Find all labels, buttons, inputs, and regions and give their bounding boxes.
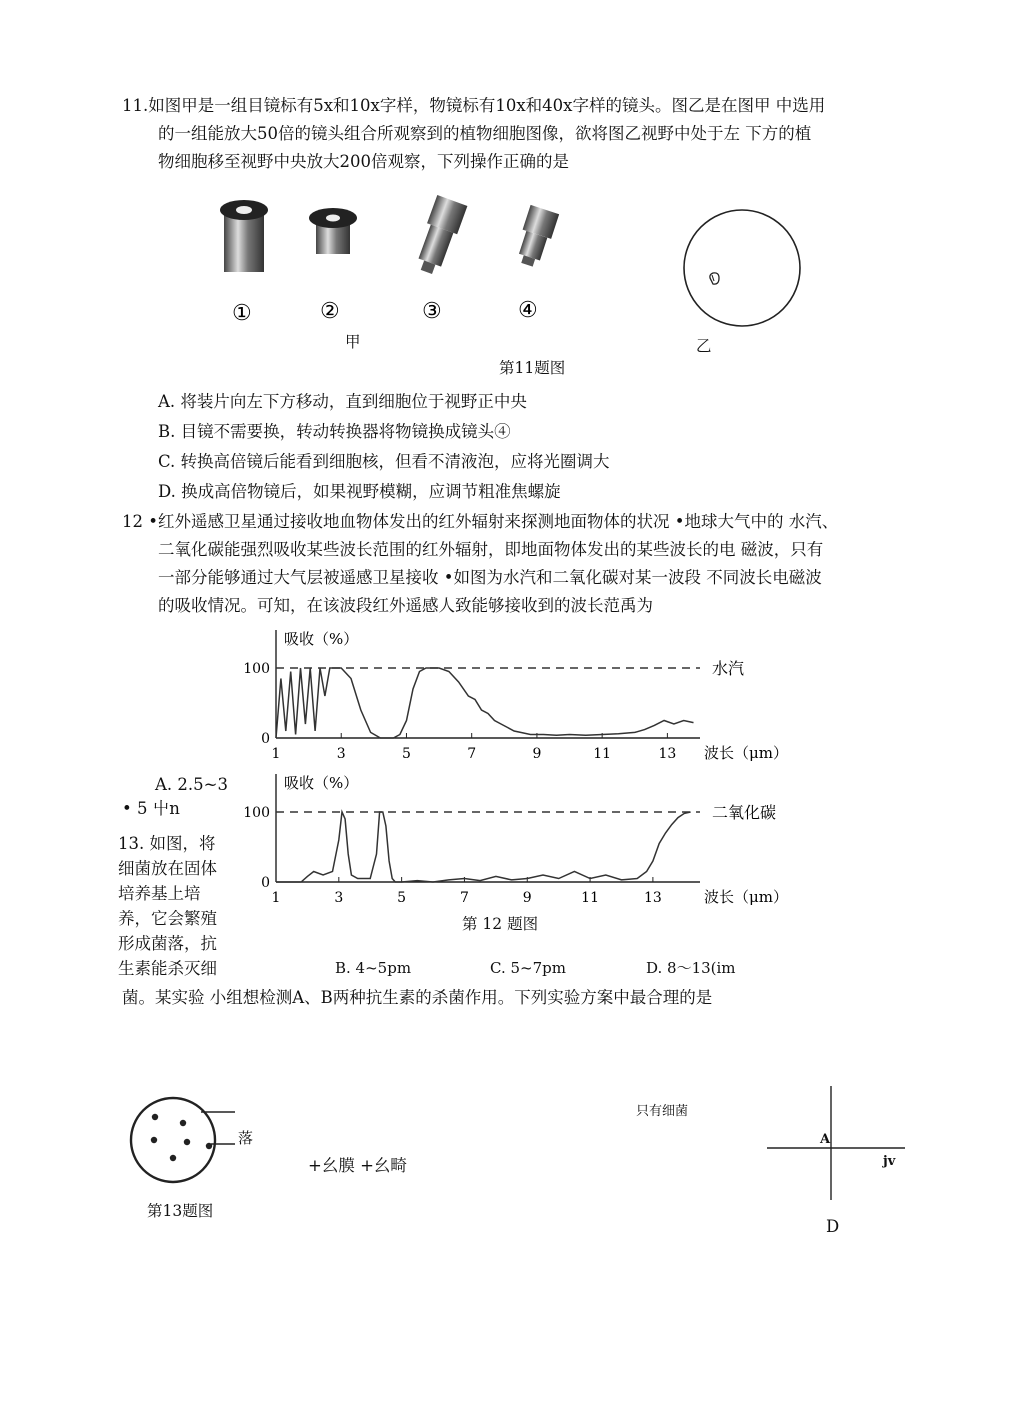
- q12-line-1: 12 •红外遥感卫星通过接收地血物体发出的红外辐射来探测地面物体的状况 •地球大气中的 水汽、: [122, 512, 839, 531]
- q11-option-d: D. 换成高倍物镜后，如果视野模糊，应调节粗准焦螺旋: [158, 482, 561, 501]
- x-tick-label: 3: [334, 890, 344, 906]
- series-annotation: 二氧化碳: [712, 803, 777, 822]
- x-tick-label: 1: [271, 746, 281, 762]
- q13-line-4: 养，它会繁殖: [118, 909, 217, 928]
- label-jia: 甲: [345, 333, 361, 351]
- only-bacteria-label: 只有细菌: [636, 1104, 689, 1119]
- lens-label-1: ①: [232, 301, 252, 326]
- option-d-label-d: D: [826, 1217, 840, 1236]
- lens-label-4: ④: [518, 298, 538, 323]
- series-annotation: 水汽: [712, 659, 745, 678]
- y-axis-label: 吸收（%）: [284, 774, 359, 792]
- q13-plus-text: +幺膜 +幺畸: [308, 1156, 407, 1175]
- q11-option-a: A. 将装片向左下方移动，直到细胞位于视野正中央: [158, 392, 527, 411]
- q13-line-1: 13. 如图，将: [118, 834, 216, 853]
- q11-view-figure: [680, 200, 810, 340]
- q13-line-2: 细菌放在固体: [118, 859, 217, 878]
- co2-chart: [230, 768, 810, 918]
- series-line-co2: [276, 812, 691, 882]
- series-line-water-vapor: [276, 668, 694, 738]
- colony-dot-icon: [170, 1155, 176, 1161]
- q13-caption: 第13题图: [147, 1202, 214, 1220]
- option-d-label-a: A: [820, 1132, 831, 1147]
- lens-2-eyepiece-icon: [309, 208, 357, 254]
- x-tick-label: 11: [593, 746, 612, 762]
- colony-dot-icon: [151, 1137, 157, 1143]
- lens-3-objective-icon: [411, 195, 467, 277]
- colony-dot-icon: [180, 1120, 186, 1126]
- x-tick-label: 7: [467, 746, 477, 762]
- colony-dot-icon: [184, 1139, 190, 1145]
- lens-1-eyepiece-icon: [220, 200, 268, 272]
- lens-4-objective-icon: [513, 205, 559, 269]
- q12-caption: 第 12 题图: [462, 915, 539, 933]
- q12-option-b: B. 4~5pm: [335, 959, 412, 977]
- petri-dish-icon: [131, 1098, 215, 1182]
- x-axis-label: 波长（μm）: [704, 744, 788, 762]
- y-tick-label: 100: [243, 805, 270, 821]
- y-tick-label: 0: [261, 731, 270, 747]
- colony-dot-icon: [152, 1114, 158, 1120]
- q11-option-b: B. 目镜不需要换，转动转换器将物镜换成镜头④: [158, 422, 511, 441]
- q12-line-3: 一部分能够通过大气层被遥感卫星接收 •如图为水汽和二氧化碳对某一波段 不同波长电磁波: [158, 568, 822, 587]
- label-luo: 落: [238, 1129, 254, 1147]
- q12-option-c: C. 5~7pm: [490, 959, 566, 977]
- cell-icon: [710, 273, 719, 284]
- x-tick-label: 1: [271, 890, 281, 906]
- x-tick-label: 5: [402, 746, 411, 762]
- q11-line-1: 11.如图甲是一组目镜标有5x和10x字样，物镜标有10x和40x字样的镜头。图乙是在图甲 中选用: [122, 96, 826, 115]
- y-tick-label: 100: [243, 661, 270, 677]
- q11-lens-figure: [200, 190, 620, 350]
- view-circle: [684, 210, 800, 326]
- y-tick-label: 0: [261, 875, 270, 891]
- q12-option-d: D. 8～13(im: [646, 959, 736, 977]
- q12-option-a-part1: A. 2.5~3: [155, 775, 228, 794]
- q12-line-4: 的吸收情况。可知，在该波段红外遥感人致能够接收到的波长范禹为: [158, 596, 653, 615]
- lens-label-3: ③: [422, 299, 442, 324]
- x-tick-label: 5: [397, 890, 407, 906]
- option-d-cross-figure: [765, 1082, 915, 1207]
- x-tick-label: 11: [581, 890, 599, 906]
- q12-option-a-part2: • 5 屮n: [122, 799, 180, 818]
- q12-line-2: 二氧化碳能强烈吸收某些波长范围的红外辐射，即地面物体发出的某些波长的电 磁波，只有: [158, 540, 824, 559]
- x-tick-label: 9: [522, 890, 532, 906]
- x-tick-label: 7: [459, 890, 469, 906]
- q11-line-2: 的一组能放大50倍的镜头组合所观察到的植物细胞图像，欲将图乙视野中处于左 下方的植: [158, 124, 812, 143]
- q11-option-c: C. 转换高倍镜后能看到细胞核，但看不清液泡，应将光圈调大: [158, 452, 610, 471]
- x-tick-label: 3: [336, 746, 346, 762]
- x-tick-label: 9: [532, 746, 542, 762]
- x-axis-label: 波长（μm）: [704, 888, 788, 906]
- q13-line-5: 形成菌落，抗: [118, 934, 217, 953]
- q13-line-full: 菌。某实验 小组想检测A、B两种抗生素的杀菌作用。下列实验方案中最合理的是: [122, 988, 713, 1007]
- q13-line-6: 生素能杀灭细: [118, 959, 217, 978]
- option-d-label-jv: jv: [883, 1154, 896, 1169]
- water-vapor-chart: [230, 624, 810, 774]
- x-tick-label: 13: [658, 746, 677, 762]
- y-axis-label: 吸收（%）: [284, 630, 359, 648]
- q11-line-3: 物细胞移至视野中央放大200倍观察，下列操作正确的是: [158, 152, 569, 171]
- q11-caption: 第11题图: [499, 359, 566, 377]
- lens-label-2: ②: [320, 299, 340, 324]
- label-yi: 乙: [696, 337, 712, 355]
- q13-line-3: 培养基上培: [118, 884, 201, 903]
- x-tick-label: 13: [643, 890, 662, 906]
